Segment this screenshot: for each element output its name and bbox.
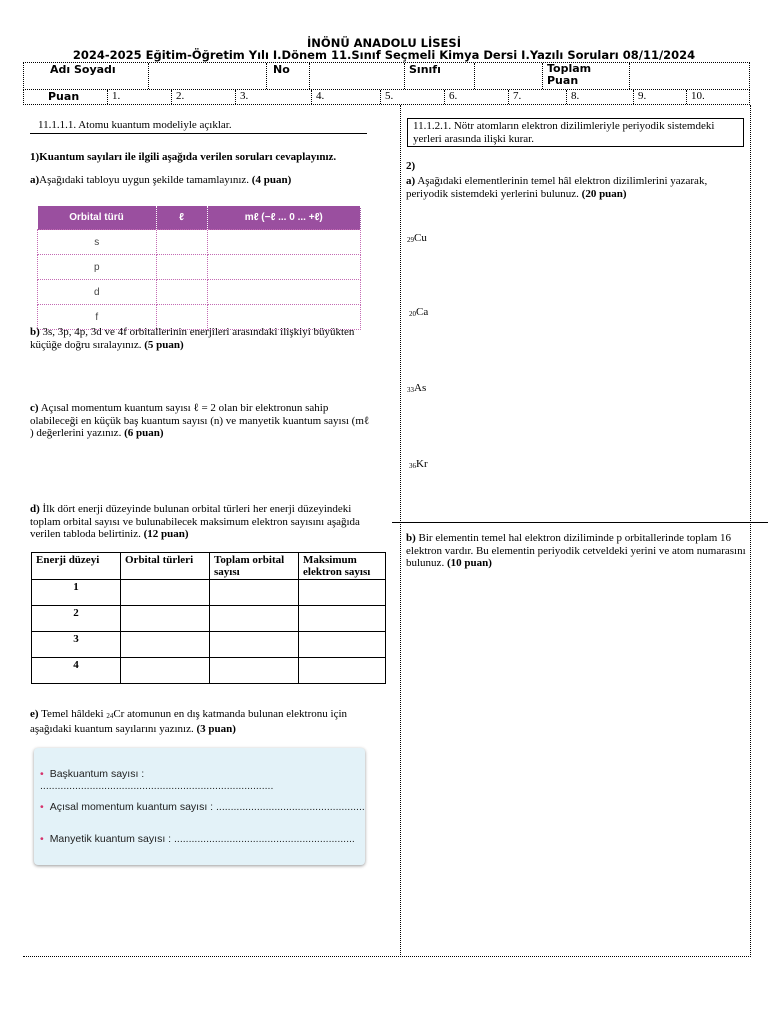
bullet-icon: • — [40, 801, 44, 813]
q2b-text: Bir elementin temel hal elektron diziliminde p orbitallerinde toplam 16 elektron vardır. Bu elementin periyodik cetveldeki yerini ve atom numarasını bulunuz. — [406, 532, 746, 570]
name-field[interactable] — [149, 63, 267, 89]
kr-atomic-number: 36 — [409, 462, 416, 470]
objective-underline — [30, 133, 367, 134]
orbital-l-cell[interactable] — [156, 280, 207, 305]
score-cell-7[interactable]: 7. — [509, 90, 567, 104]
magnetic-qn-line[interactable] — [40, 833, 355, 845]
angular-qn-line[interactable] — [40, 801, 365, 813]
orbital-header-ml: mℓ (−ℓ ... 0 ... +ℓ) — [207, 206, 361, 230]
answer-cell[interactable] — [210, 606, 299, 632]
as-symbol: As — [414, 382, 427, 394]
q2-separator — [392, 522, 768, 523]
right-objective: 11.1.2.1. Nötr atomların elektron dizilimleriyle periyodik sistemdeki yerleri arasında ilişki kurar. — [407, 118, 744, 147]
orbital-header-type: Orbital türü — [38, 206, 157, 230]
total-score-label — [543, 63, 630, 89]
score-cell-5[interactable]: 5. — [381, 90, 445, 104]
cu-atomic-number: 29 — [407, 236, 414, 244]
q1d-label: d) — [30, 503, 40, 515]
element-as[interactable] — [407, 382, 426, 397]
energy-level-cell: 1 — [32, 580, 121, 606]
q2b-prompt — [406, 532, 746, 570]
school-name: İNÖNÜ ANADOLU LİSESİ — [307, 36, 461, 50]
score-cell-10[interactable]: 10. — [691, 90, 705, 102]
orbital-row-type: s — [38, 230, 157, 255]
energy-level-cell: 3 — [32, 632, 121, 658]
answer-cell[interactable] — [121, 632, 210, 658]
orbital-row-type: d — [38, 280, 157, 305]
left-objective: 11.1.1.1. Atomu kuantum modeliyle açıklar. — [38, 119, 232, 131]
score-cell-4[interactable]: 4. — [312, 90, 381, 104]
q2b-label: b) — [406, 532, 416, 544]
q2a-points: (20 puan) — [581, 187, 627, 200]
q1e-points: (3 puan) — [196, 722, 236, 735]
answer-cell[interactable] — [299, 580, 386, 606]
bullet-icon: • — [40, 768, 44, 780]
q1b-text: 3s, 3p, 4p, 3d ve 4f orbitallerinin enerjileri arasındaki ilişkiyi büyükten küçüğe doğru sıralayınız. — [30, 326, 355, 351]
q1d-points: (12 puan) — [143, 528, 189, 541]
q1a-label: a) — [30, 174, 40, 186]
q1c-label: c) — [30, 402, 39, 414]
energy-level-cell: 2 — [32, 606, 121, 632]
bottom-border — [23, 956, 751, 957]
q1a-text: Aşağıdaki tabloyu uygun şekilde tamamlayınız. — [39, 174, 250, 186]
name-label: Adı Soyadı — [24, 63, 149, 89]
q2a-label: a) — [406, 175, 416, 187]
q1d-text: İlk dört enerji düzeyinde bulunan orbital türleri her enerji düzeyindeki toplam orbital sayısı ve bulunabilecek maksimum elektron sayısını aşağıda verilen tabloda belirtiniz. — [30, 503, 360, 541]
energy-header-orbitals: Orbital türleri — [121, 553, 210, 580]
energy-header-max: Maksimum elektron sayısı — [299, 553, 386, 580]
column-divider — [400, 105, 401, 957]
element-ca[interactable] — [409, 306, 428, 321]
score-row — [23, 89, 750, 105]
orbital-l-cell[interactable] — [156, 255, 207, 280]
orbital-ml-cell[interactable] — [207, 280, 361, 305]
q2a-text: Aşağıdaki elementlerinin temel hâl elektron dizilimlerini yazarak, periyodik sistemdeki yerlerini bulunuz. — [406, 175, 708, 200]
q1d-prompt — [30, 503, 382, 541]
q1c-prompt — [30, 402, 375, 440]
score-cell-8[interactable]: 8. — [567, 90, 634, 104]
orbital-ml-cell[interactable] — [207, 255, 361, 280]
total-label-line1: Toplam — [547, 62, 592, 75]
answer-cell[interactable] — [299, 658, 386, 684]
q1e-label: e) — [30, 708, 39, 720]
q2-title: 2) — [406, 160, 416, 172]
no-field[interactable] — [310, 63, 405, 89]
student-info-row — [23, 62, 750, 90]
q1a-prompt — [30, 174, 370, 187]
energy-header-total: Toplam orbital sayısı — [210, 553, 299, 580]
q2b-points: (10 puan) — [446, 557, 492, 570]
q1e-text-2: Cr atomunun en dış katmanda bulunan elektronu için aşağıdaki kuantum sayılarını yazınız. — [30, 708, 348, 735]
quantum-numbers-box — [34, 748, 365, 865]
answer-cell[interactable] — [121, 580, 210, 606]
bullet-icon: • — [40, 833, 44, 845]
q1c-points: (6 puan) — [124, 427, 164, 440]
answer-cell[interactable] — [121, 606, 210, 632]
principal-qn-line[interactable] — [40, 768, 365, 792]
right-border — [750, 105, 751, 957]
class-field[interactable] — [475, 63, 543, 89]
cr-atomic-number: 24 — [106, 712, 114, 720]
element-kr[interactable] — [409, 458, 428, 473]
q1e-prompt — [30, 708, 375, 735]
angular-qn-text: Açısal momentum kuantum sayısı : ................................................... — [49, 801, 365, 813]
orbital-row-type: f — [38, 305, 157, 330]
q1a-points: (4 puan) — [251, 174, 292, 186]
score-cell-1[interactable]: 1. — [108, 90, 172, 104]
energy-level-table — [31, 552, 386, 684]
q1b-points: (5 puan) — [144, 338, 184, 351]
score-label: Puan — [24, 90, 108, 104]
principal-qn-text: Başkuantum sayısı : ................................................................................ — [40, 768, 274, 792]
answer-cell[interactable] — [210, 632, 299, 658]
exam-title: 2024-2025 Eğitim-Öğretim Yılı I.Dönem 11.Sınıf Seçmeli Kimya Dersi I.Yazılı Soruları 08/11/2024 — [72, 48, 696, 62]
orbital-row-type: p — [38, 255, 157, 280]
total-label-line2: Puan — [547, 74, 579, 87]
answer-cell[interactable] — [210, 658, 299, 684]
answer-cell[interactable] — [210, 580, 299, 606]
q1c-text: Açısal momentum kuantum sayısı ℓ = 2 olan bir elektronun sahip olabileceği en küçük baş kuantum sayısı (n) ve manyetik kuantum sayısı (mℓ ) değerlerini yazınız. — [30, 402, 370, 440]
score-cell-3[interactable]: 3. — [236, 90, 312, 104]
score-cell-6[interactable]: 6. — [445, 90, 509, 104]
q1b-label: b) — [30, 326, 40, 338]
no-label: No — [267, 63, 310, 89]
orbital-header-l: ℓ — [156, 206, 207, 230]
as-atomic-number: 33 — [407, 386, 414, 394]
q1b-prompt — [30, 326, 378, 351]
score-cell-2[interactable]: 2. — [172, 90, 236, 104]
magnetic-qn-text: Manyetik kuantum sayısı : .............................................................. — [49, 833, 355, 845]
orbital-ml-cell[interactable] — [207, 230, 361, 255]
q1-title: 1)Kuantum sayıları ile ilgili aşağıda verilen soruları cevaplayınız. — [30, 151, 337, 163]
orbital-table — [37, 206, 361, 330]
orbital-l-cell[interactable] — [156, 230, 207, 255]
ca-symbol: Ca — [416, 306, 429, 318]
q1e-text-1: Temel hâldeki — [41, 708, 107, 720]
element-cu[interactable] — [407, 232, 427, 247]
class-label: Sınıfı — [405, 63, 475, 89]
energy-header-level: Enerji düzeyi — [32, 553, 121, 580]
ca-atomic-number: 20 — [409, 310, 416, 318]
energy-level-cell: 4 — [32, 658, 121, 684]
score-cell-9[interactable]: 9. — [634, 90, 687, 104]
total-score-field[interactable] — [630, 63, 749, 89]
cu-symbol: Cu — [414, 232, 427, 244]
kr-symbol: Kr — [416, 458, 428, 470]
answer-cell[interactable] — [121, 658, 210, 684]
answer-cell[interactable] — [299, 632, 386, 658]
answer-cell[interactable] — [299, 606, 386, 632]
q2a-prompt — [406, 175, 744, 200]
